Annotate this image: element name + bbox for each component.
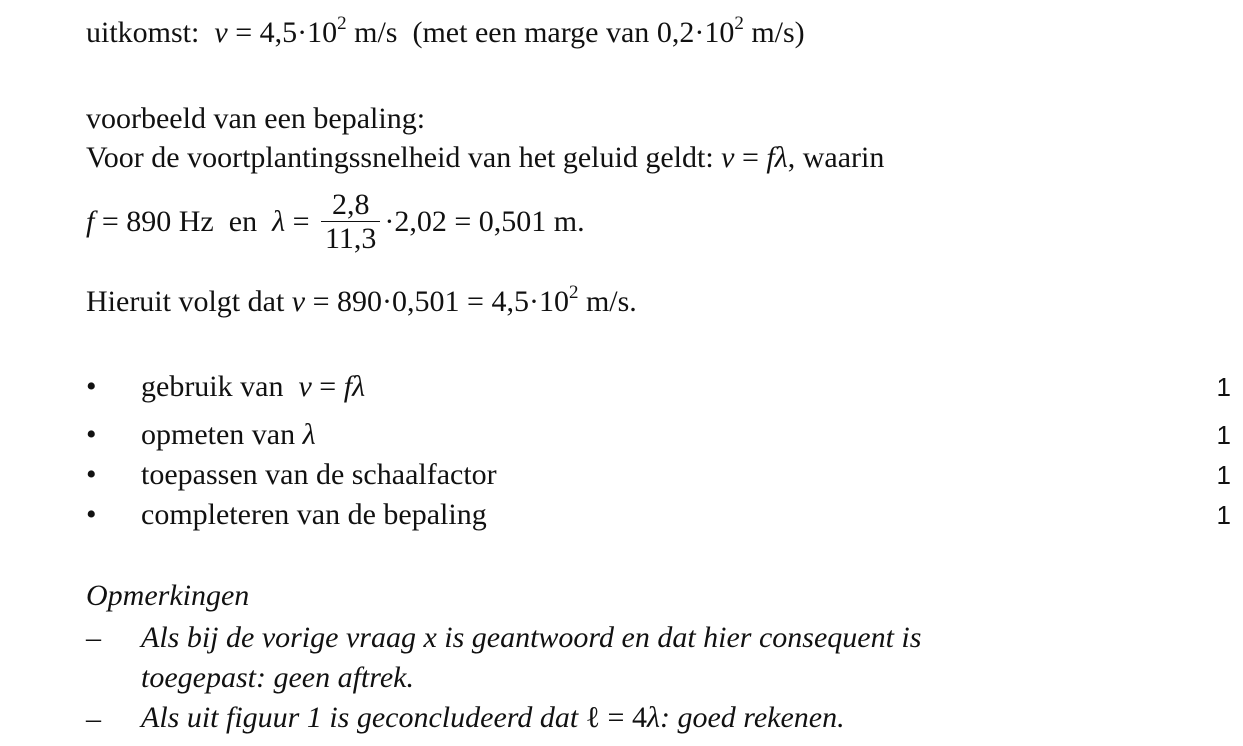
bullet-icon: •	[86, 418, 97, 451]
bullet-icon: •	[86, 498, 97, 531]
example-line-1: Voor de voortplantingssnelheid van het geluid geldt: v = fλ, waarin	[86, 141, 885, 174]
result-margin: (met een marge van $0,2\cdot 10^2$ m/s)	[412, 13, 805, 49]
scoring-item: toepassen van de schaalfactor	[141, 458, 497, 491]
result-formula: $v = 4,5\cdot 10^2$ m/s	[214, 13, 398, 49]
scoring-points: 1	[1216, 420, 1231, 450]
remark-line: Als bij de vorige vraag x is geantwoord en dat hier consequent is	[141, 621, 922, 654]
result-label: uitkomst:	[86, 16, 200, 49]
fraction-denominator: 11,3	[325, 221, 377, 255]
result-line	[86, 15, 805, 51]
dash-icon: –	[86, 702, 101, 735]
dash-icon: –	[86, 621, 101, 654]
scoring-item: completeren van de bepaling	[141, 498, 487, 531]
remarks-heading: Opmerkingen	[86, 579, 250, 612]
scoring-points: 1	[1216, 460, 1231, 490]
remark-line: toegepast: geen aftrek.	[141, 661, 414, 694]
fraction-numerator: 2,8	[321, 189, 380, 222]
example-line-3: Hieruit volgt dat $v = 890\cdot 0,501 = 4,5\cdot 10^2$ m/s.	[86, 282, 637, 318]
example-heading: voorbeeld van een bepaling:	[86, 102, 426, 135]
example-line-2: f = 890 Hz en λ = $\frac{2,8}{11,3}$ ·2,02 = 0,501 m.	[86, 187, 585, 255]
scoring-item: opmeten van λ	[141, 418, 316, 451]
remark-line: Als uit figuur 1 is geconcludeerd dat ℓ = 4λ: goed rekenen.	[141, 701, 845, 734]
bullet-icon: •	[86, 458, 97, 491]
bullet-icon: •	[86, 370, 97, 403]
scoring-points: 1	[1216, 372, 1231, 402]
scoring-item: gebruik van v = fλ	[141, 370, 366, 403]
scoring-points: 1	[1216, 500, 1231, 530]
fraction	[321, 189, 380, 256]
